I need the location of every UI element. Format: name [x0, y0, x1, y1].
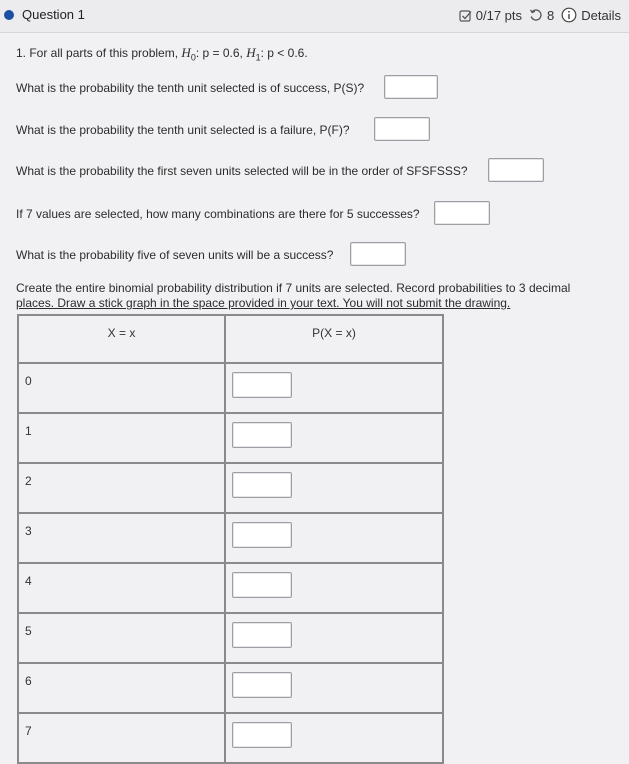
- distribution-table: [17, 314, 444, 764]
- question-text-1: What is the probability the tenth unit selected is of success, P(S)?: [16, 81, 365, 95]
- answer-input-ps[interactable]: [384, 75, 438, 99]
- p-input-6[interactable]: [232, 672, 292, 698]
- table-row: [18, 663, 443, 713]
- p-input-4[interactable]: [232, 572, 292, 598]
- p-cell: [225, 463, 443, 513]
- question-text-2: What is the probability the tenth unit selected is a failure, P(F)?: [16, 123, 350, 137]
- h1-sub: 1: [255, 52, 261, 63]
- table-row: [18, 563, 443, 613]
- answer-input-pf[interactable]: [374, 117, 430, 141]
- table-row: [18, 363, 443, 413]
- p-cell: [225, 663, 443, 713]
- x-value: 3: [18, 513, 225, 563]
- h1-symbol: H: [246, 45, 256, 60]
- instructions-line-2: places. Draw a stick graph in the space provided in your text. You will not submit the drawing.: [16, 296, 511, 310]
- x-value: 4: [18, 563, 225, 613]
- problem-intro: 1. For all parts of this problem,: [16, 46, 179, 60]
- p-cell: [225, 563, 443, 613]
- header-p: P(X = x): [225, 315, 443, 363]
- question-header: [0, 0, 629, 33]
- instructions-line-1: Create the entire binomial probability distribution if 7 units are selected. Record probabilities to 3 decimal: [16, 281, 571, 295]
- p-input-0[interactable]: [232, 372, 292, 398]
- p-cell: [225, 413, 443, 463]
- x-value: 5: [18, 613, 225, 663]
- question-meta: [459, 7, 621, 23]
- p-input-2[interactable]: [232, 472, 292, 498]
- x-value: 6: [18, 663, 225, 713]
- table-header-row: [18, 315, 443, 363]
- table-row: [18, 613, 443, 663]
- details-link[interactable]: Details: [581, 7, 621, 23]
- p-cell: [225, 713, 443, 763]
- p-input-5[interactable]: [232, 622, 292, 648]
- checkbox-score-icon: [459, 9, 472, 22]
- p-input-1[interactable]: [232, 422, 292, 448]
- retry-icon[interactable]: [529, 8, 543, 22]
- answer-input-order[interactable]: [488, 158, 544, 182]
- problem-statement: [16, 45, 308, 62]
- p-input-7[interactable]: [232, 722, 292, 748]
- distribution-instructions: [16, 281, 621, 311]
- question-text-4: If 7 values are selected, how many combinations are there for 5 successes?: [16, 207, 420, 221]
- score-text: 0/17 pts: [475, 7, 523, 23]
- p-cell: [225, 363, 443, 413]
- answer-input-combinations[interactable]: [434, 201, 490, 225]
- x-value: 0: [18, 363, 225, 413]
- question-title: Question 1: [22, 7, 85, 22]
- status-dot-icon: [4, 10, 14, 20]
- info-icon[interactable]: [561, 7, 577, 23]
- h0-sub: 0: [190, 52, 196, 63]
- h1-text: : p < 0.6.: [260, 46, 308, 60]
- x-value: 1: [18, 413, 225, 463]
- p-cell: [225, 513, 443, 563]
- x-value: 2: [18, 463, 225, 513]
- x-value: 7: [18, 713, 225, 763]
- question-text-3: What is the probability the first seven units selected will be in the order of SFSFSSS?: [16, 164, 468, 178]
- table-row: [18, 463, 443, 513]
- attempts-count: 8: [547, 7, 555, 23]
- table-row: [18, 713, 443, 763]
- question-text-5: What is the probability five of seven units will be a success?: [16, 248, 334, 262]
- table-row: [18, 513, 443, 563]
- header-x: X = x: [18, 315, 225, 363]
- table-row: [18, 413, 443, 463]
- h0-text: : p = 0.6,: [195, 46, 243, 60]
- p-input-3[interactable]: [232, 522, 292, 548]
- h0-symbol: H: [181, 45, 191, 60]
- answer-input-five-of-seven[interactable]: [350, 242, 406, 266]
- p-cell: [225, 613, 443, 663]
